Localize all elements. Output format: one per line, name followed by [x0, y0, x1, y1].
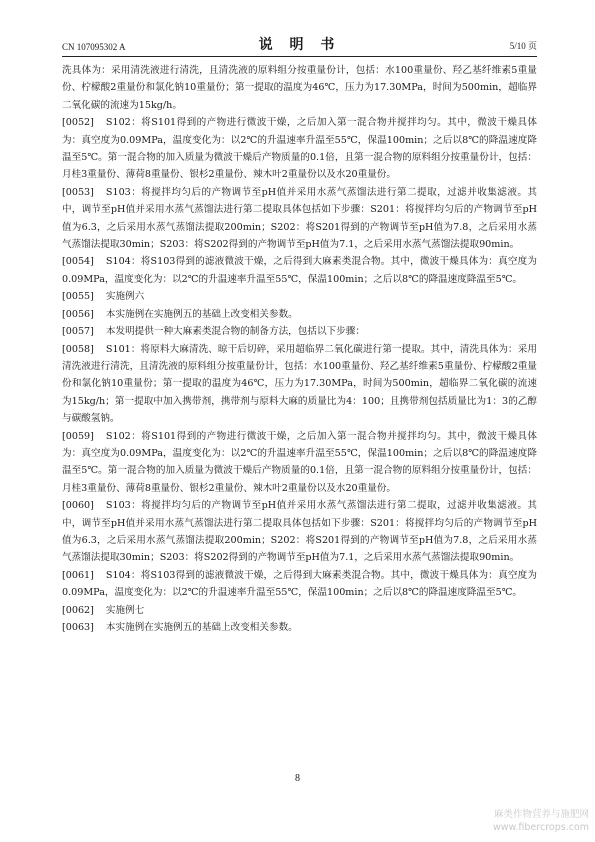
- paragraph-number: [0054]: [62, 256, 94, 268]
- paragraph-text: S104：将S103得到的滤液微波干燥，之后得到大麻素类混合物。其中，微波干燥具体为：真空度为0.09MPa，温度变化为：以2℃的升温速率升温至55℃，保温100min；之后以8℃的降温速度降温至5℃。: [62, 256, 537, 285]
- paragraph-text: 本发明提供一种大麻素类混合物的制备方法，包括以下步骤：: [105, 326, 365, 338]
- paragraph-number: [0055]: [62, 291, 94, 303]
- paragraph-text: S102：将S101得到的产物进行微波干燥，之后加入第一混合物并搅拌均匀。其中，微波干燥具体为：真空度为0.09MPa，温度变化为：以2℃的升温速率升温至55℃，保温100min；之后以8℃的降温速度降温至5℃。第一混合物的加入质量为微波干燥后产物质量的0.1倍，且第一混合物的原料组分按重量份计，包括：月桂3重量份、薄荷8重量份、银杉2重量份、辣木叶2重量份以及水20重量份。: [62, 430, 537, 494]
- watermark-line1: 麻类作物营养与施肥网: [493, 809, 589, 820]
- paragraph-0054: [62, 253, 537, 288]
- paragraph-text: S101：将原料大麻清洗、晾干后切碎，采用超临界二氧化碳进行第一提取。其中，清洗具体为：采用清洗液进行清洗，且清洗液的原料组分按重量份计，包括：水100重量份、羟乙基纤维素5重量份、柠檬酸2重量份和氯化钠10重量份；第一提取的温度为46℃，压力为17.30MPa，时间为500min，超临界二氧化碳的流速为15kg/h；第一提取中加入携带剂，携带剂与原料大麻的质量比为4：100；且携带剂包括质量比为1：3的乙醇与碳酸氢钠。: [62, 343, 537, 425]
- paragraph-number: [0056]: [62, 308, 94, 320]
- paragraph-0052: [62, 114, 537, 184]
- paragraph-text: S104：将S103得到的滤液微波干燥，之后得到大麻素类混合物。其中，微波干燥具体为：真空度为0.09MPa，温度变化为：以2℃的升温速率升温至55℃，保温100min；之后以8℃的降温速度降温至5℃。: [62, 569, 537, 599]
- document-body: [62, 62, 537, 636]
- paragraph-continued: [62, 62, 537, 114]
- paragraph-0060: [62, 497, 537, 567]
- page-number: 8: [295, 773, 300, 784]
- paragraph-text: 本实施例在实施例五的基础上改变相关参数。: [105, 622, 298, 633]
- paragraph-number: [0061]: [62, 569, 94, 581]
- paragraph-text: S102：将S101得到的产物进行微波干燥，之后加入第一混合物并搅拌均匀。其中，微波干燥具体为：真空度为0.09MPa，温度变化为：以2℃的升温速率升温至55℃，保温100min；之后以8℃的降温速度降温至5℃。第一混合物的加入质量为微波干燥后产物质量的0.1倍，且第一混合物的原料组分按重量份计，包括：月桂3重量份、薄荷8重量份、银杉2重量份、辣木叶2重量份以及水20重量份。: [62, 117, 537, 181]
- paragraph-0063: [62, 619, 537, 636]
- paragraph-number: [0059]: [62, 430, 94, 442]
- section-heading: 实施例七: [105, 604, 145, 616]
- paragraph-number: [0053]: [62, 186, 94, 198]
- paragraph-number: [0058]: [62, 343, 94, 355]
- page-header: [62, 34, 537, 57]
- paragraph-0056: [62, 306, 537, 323]
- patent-number: CN 107095302 A: [62, 42, 126, 52]
- paragraph-number: [0057]: [62, 326, 94, 338]
- paragraph-text: S103：将搅拌均匀后的产物调节至pH值并采用水蒸气蒸馏法进行第二提取，过滤并收集滤液。其中，调节至pH值并采用水蒸气蒸馏法进行第二提取具体包括如下步骤：S201：将搅拌均匀后的产物调节至pH值为6.3，之后采用水蒸气蒸馏法提取200min；S202：将S201得到的产物调节至pH值为7.8，之后采用水蒸气蒸馏法提取30min；S203：将S202得到的产物调节至pH值为7.1，之后采用水蒸气蒸馏法提取90min。: [62, 500, 537, 564]
- paragraph-0059: [62, 428, 537, 498]
- section-heading: 实施例六: [105, 291, 145, 303]
- paragraph-number: [0063]: [62, 622, 94, 633]
- watermark: [493, 808, 589, 834]
- page-indicator: 5/10 页: [509, 41, 537, 51]
- watermark-line2: www.fibercrops.com: [492, 822, 589, 833]
- paragraph-number: [0062]: [62, 604, 94, 616]
- paragraph-0057: [62, 323, 537, 340]
- paragraph-0055: [62, 288, 537, 305]
- paragraph-text: 本实施例在实施例五的基础上改变相关参数。: [105, 308, 298, 320]
- paragraph-0053: [62, 184, 537, 254]
- paragraph-text: 洗具体为：采用清洗液进行清洗，且清洗液的原料组分按重量份计，包括：水100重量份、羟乙基纤维素5重量份、柠檬酸2重量份和氯化钠10重量份；第一提取的温度为46℃，压力为17.30MPa，时间为500min，超临界二氧化碳的流速为15kg/h。: [62, 65, 537, 111]
- paragraph-text: S103：将搅拌均匀后的产物调节至pH值并采用水蒸气蒸馏法进行第二提取，过滤并收集滤液。其中，调节至pH值并采用水蒸气蒸馏法进行第二提取具体包括如下步骤：S201：将搅拌均匀后的产物调节至pH值为6.3，之后采用水蒸气蒸馏法提取200min；S202：将S201得到的产物调节至pH值为7.8，之后采用水蒸气蒸馏法提取30min；S203：将S202得到的产物调节至pH值为7.1，之后采用水蒸气蒸馏法提取90min。: [62, 186, 537, 251]
- paragraph-0061: [62, 567, 537, 602]
- paragraph-number: [0060]: [62, 500, 94, 512]
- paragraph-0062: [62, 602, 537, 619]
- document-title: 说 明 书: [258, 37, 341, 53]
- paragraph-0058: [62, 341, 537, 428]
- paragraph-number: [0052]: [62, 117, 94, 129]
